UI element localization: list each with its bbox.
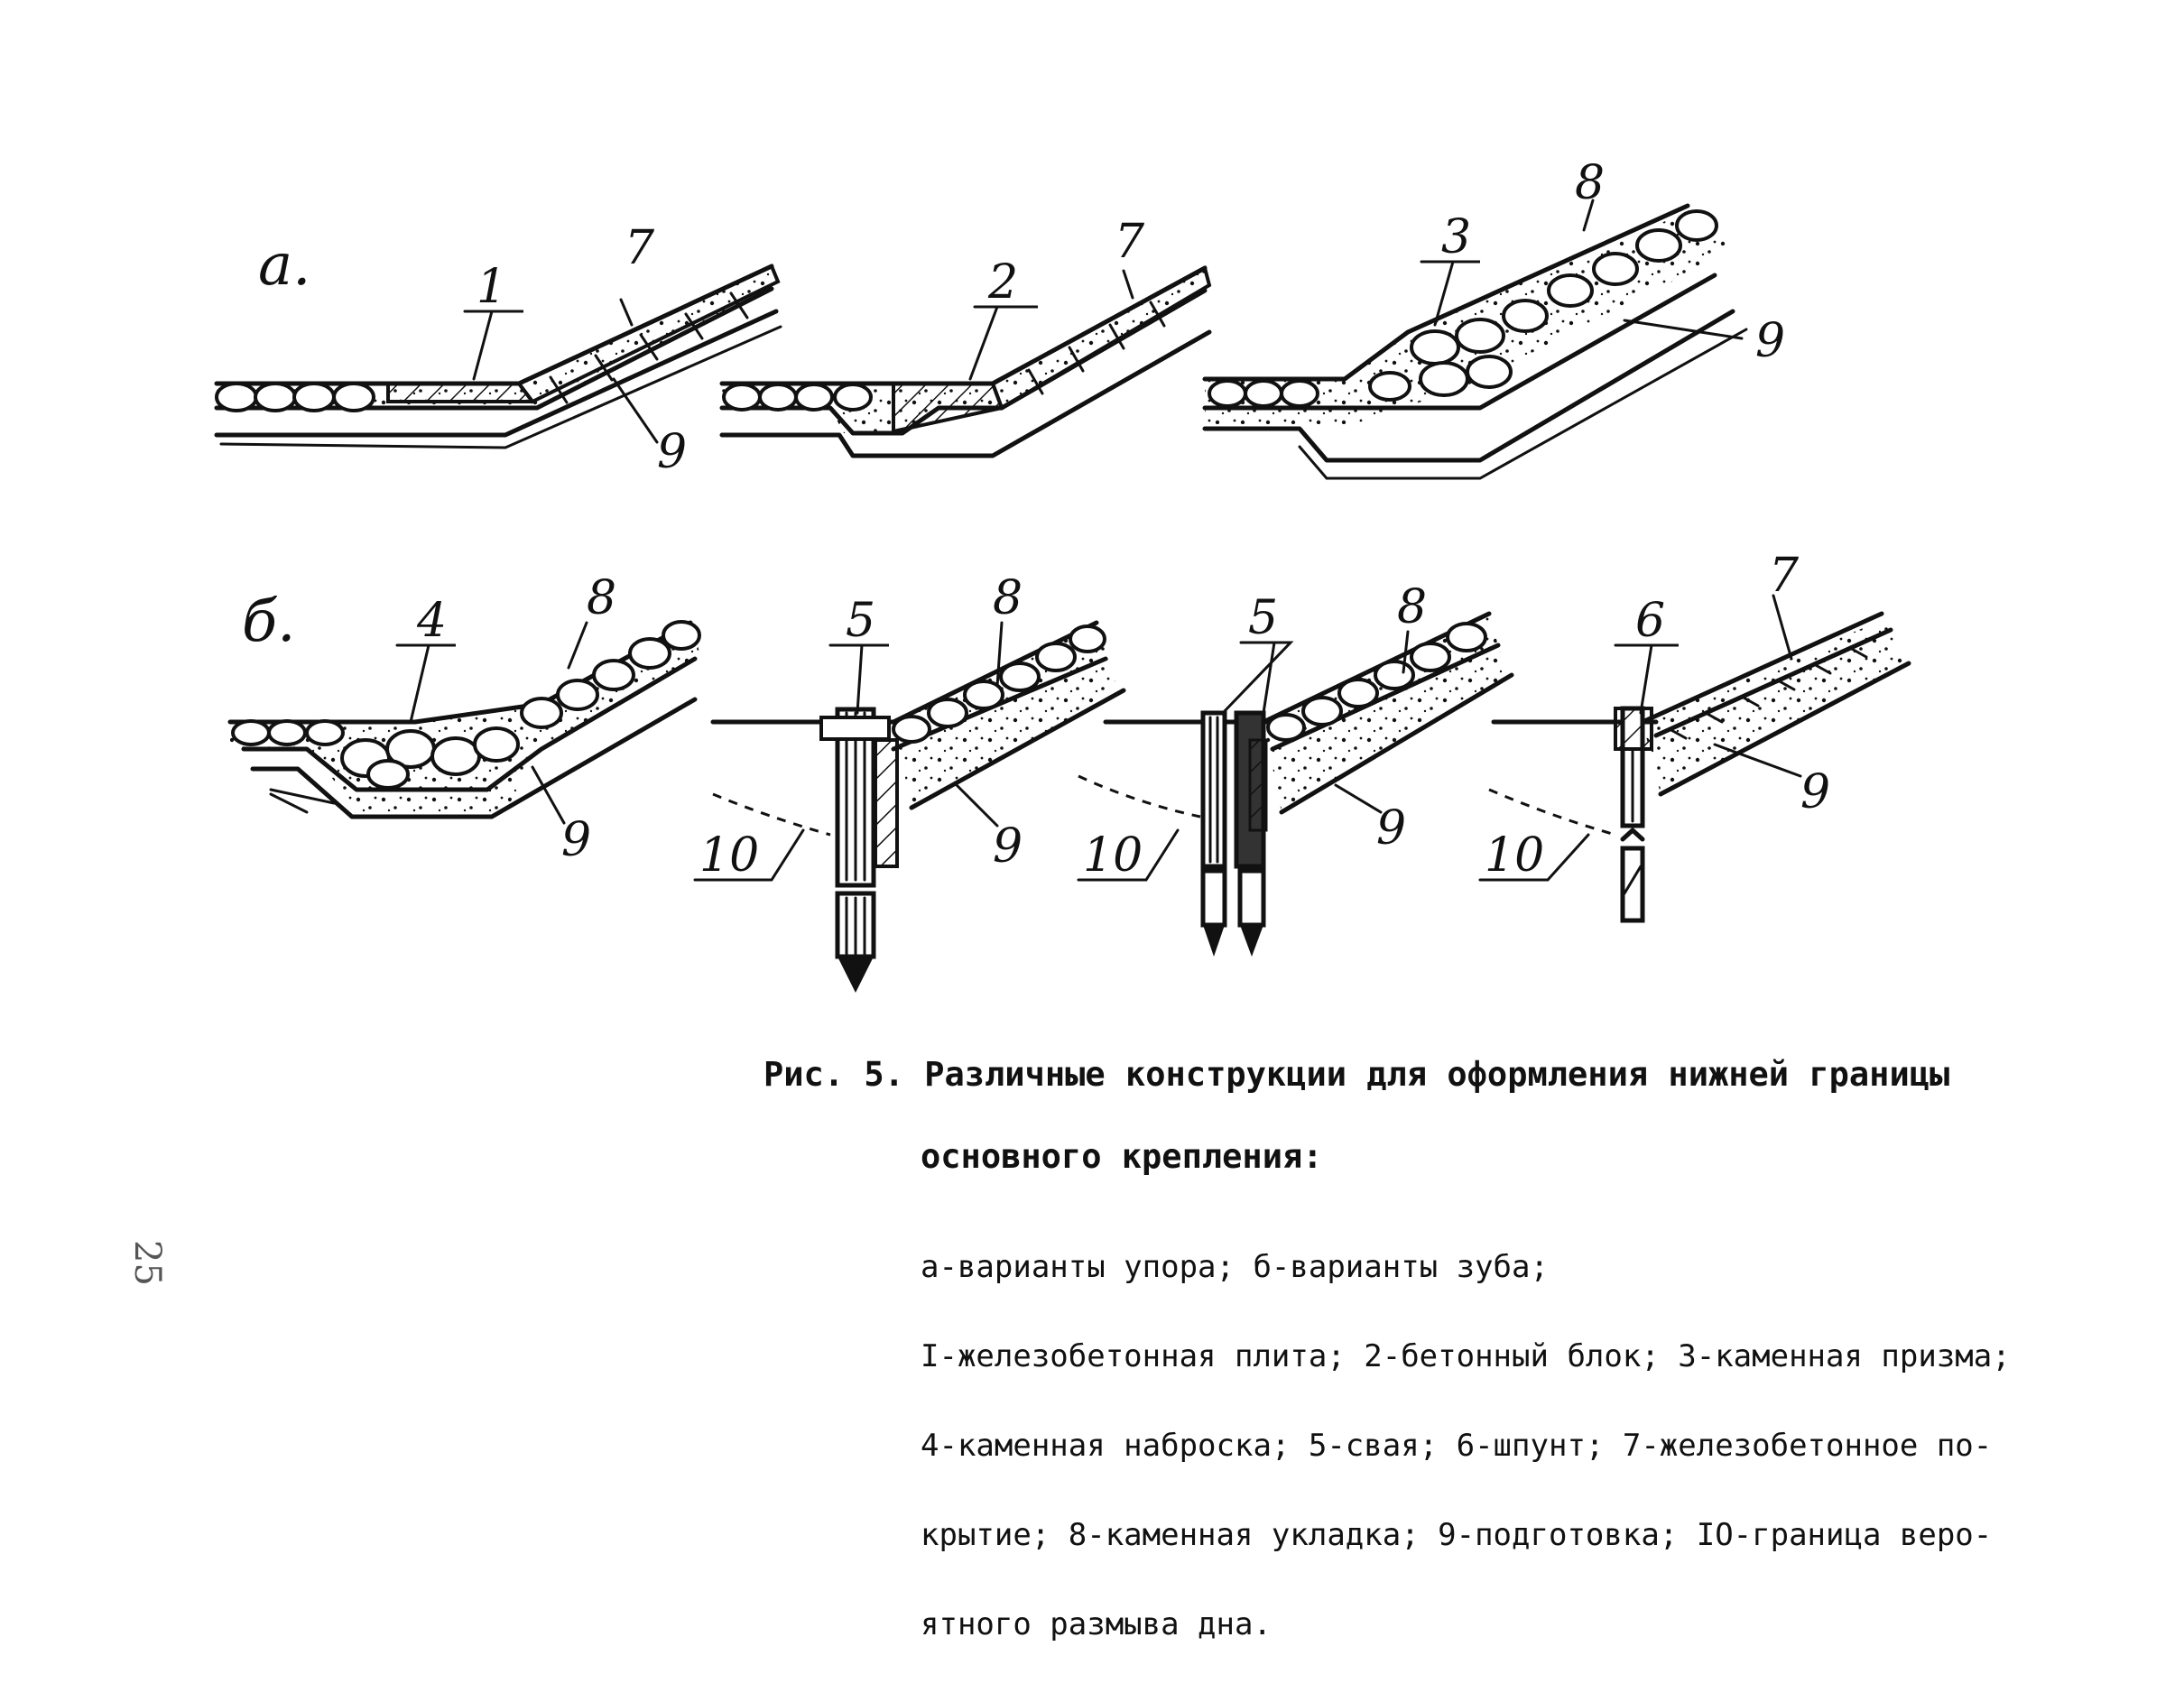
leader-5-b3 (1223, 643, 1291, 713)
label-10-b4: 10 (1485, 828, 1545, 883)
leader-9-a3 (1624, 320, 1742, 338)
caption-legend (921, 1193, 2011, 1699)
label-9-b4: 9 (1800, 765, 1831, 819)
label-9-b2: 9 (993, 819, 1023, 874)
label-8-a3: 8 (1575, 156, 1606, 210)
caption-legend-line: 4-каменная наброска; 5-свая; 6-шпунт; 7-железобетонное по- (921, 1428, 1993, 1464)
label-9-a3: 9 (1755, 314, 1786, 368)
label-9-a1: 9 (657, 425, 688, 479)
leader-4 (397, 645, 456, 722)
label-9-b1: 9 (561, 813, 592, 867)
panel-b3-drawing (1078, 614, 1512, 957)
leader-8-b1 (569, 623, 587, 668)
label-7-b4: 7 (1769, 549, 1800, 603)
caption-title-line2: основного крепления: (921, 1137, 1323, 1176)
caption-legend-line: а-варианты упора; б-варианты зуба; (921, 1249, 1549, 1285)
caption-legend-line: I-железобетонная плита; 2-бетонный блок; 3-каменная призма; (921, 1338, 2011, 1374)
leader-9-b3 (1336, 785, 1381, 812)
label-5-b3: 5 (1248, 591, 1279, 645)
label-1: 1 (477, 260, 507, 314)
leader-9-a1 (614, 379, 657, 442)
leader-5-b2 (830, 645, 889, 713)
label-7-a2: 7 (1115, 215, 1145, 269)
caption-legend-line: крытие; 8-каменная укладка; 9-подготовка; IO-граница веро- (921, 1517, 1993, 1553)
figure-caption (763, 1055, 2135, 1642)
panel-a2-drawing (722, 268, 1209, 456)
label-3: 3 (1441, 210, 1472, 264)
leader-7-a1 (621, 300, 632, 325)
label-2: 2 (988, 255, 1019, 310)
leader-7-b4 (1773, 596, 1791, 659)
leader-9-b2 (957, 785, 997, 826)
row-b-label: б. (242, 588, 296, 655)
label-10-b2: 10 (699, 828, 760, 883)
leader-1 (465, 311, 523, 379)
leader-6 (1615, 645, 1679, 713)
leader-7-a2 (1124, 271, 1133, 298)
label-7-a1: 7 (625, 221, 655, 275)
label-9-b3: 9 (1376, 801, 1407, 856)
panel-b1-drawing (230, 622, 699, 817)
caption-title-line1: Рис. 5. Различные конструкции для оформления нижней границы (763, 1055, 1950, 1094)
label-8-b1: 8 (587, 571, 617, 625)
page-number: 25 (126, 1240, 168, 1286)
caption-legend-line: ятного размыва дна. (921, 1606, 1272, 1642)
label-5-b2: 5 (846, 594, 876, 648)
label-8-b2: 8 (993, 571, 1023, 625)
label-8-b3: 8 (1397, 580, 1428, 634)
row-a-label: a. (258, 232, 311, 299)
label-10-b3: 10 (1083, 828, 1143, 883)
panel-b2-drawing (713, 623, 1124, 993)
label-6: 6 (1635, 594, 1666, 648)
label-4: 4 (417, 594, 448, 648)
panel-a3-drawing (1205, 206, 1746, 478)
